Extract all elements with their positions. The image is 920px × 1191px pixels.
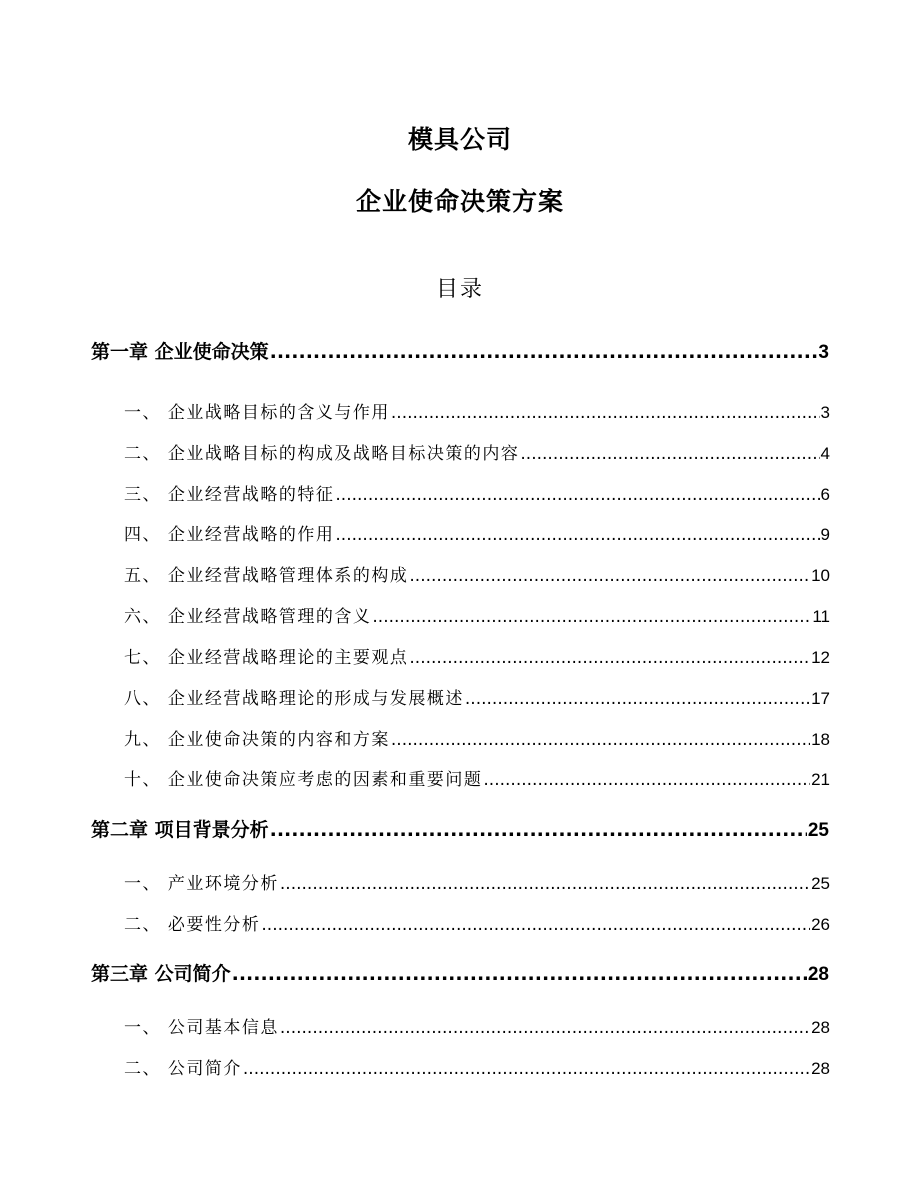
toc-page-number: 21 [811, 770, 830, 789]
toc-section-1-1[interactable] [124, 398, 830, 423]
toc-section-1-3[interactable] [124, 480, 830, 505]
toc-chapter-1[interactable] [91, 337, 829, 364]
toc-dot-leader [243, 1059, 810, 1079]
toc-entry-label: 八、 企业经营战略理论的形成与发展概述 [124, 689, 464, 709]
toc-entry-label: 二、 必要性分析 [124, 915, 261, 935]
toc-section-1-5[interactable] [124, 561, 830, 586]
toc-section-1-6[interactable] [124, 602, 830, 627]
toc-entry-label: 五、 企业经营战略管理体系的构成 [124, 566, 409, 586]
toc-entry-label: 一、 企业战略目标的含义与作用 [124, 403, 390, 423]
toc-section-1-4[interactable] [124, 520, 830, 545]
toc-dot-leader [335, 525, 819, 545]
toc-chapter-3[interactable] [91, 959, 829, 986]
toc-dot-leader [232, 963, 807, 985]
toc-dot-leader [520, 444, 819, 464]
toc-entry-label: 第二章 项目背景分析 [91, 819, 269, 841]
toc-entry-label: 一、 公司基本信息 [124, 1018, 279, 1038]
toc-page-number: 25 [807, 820, 829, 841]
toc-page-number: 28 [807, 964, 829, 985]
toc-dot-leader [391, 730, 810, 750]
toc-entry-label: 六、 企业经营战略管理的含义 [124, 607, 372, 627]
toc-page-number: 4 [820, 444, 830, 463]
toc-section-1-7[interactable] [124, 643, 830, 668]
toc-page-number: 25 [811, 874, 830, 893]
toc-page-number: 28 [811, 1059, 830, 1078]
toc-entry-label: 四、 企业经营战略的作用 [124, 525, 335, 545]
toc-section-1-8[interactable] [124, 684, 830, 709]
toc-entry-label: 二、 企业战略目标的构成及战略目标决策的内容 [124, 444, 520, 464]
toc-section-2-1[interactable] [124, 869, 830, 894]
toc-dot-leader [409, 648, 810, 668]
toc-page-number: 3 [820, 403, 830, 422]
toc-page-number: 11 [812, 607, 830, 626]
toc-chapter-2[interactable] [91, 815, 829, 842]
toc-dot-leader [483, 770, 810, 790]
document-title: 企业使命决策方案 [355, 187, 564, 216]
toc-page-number: 6 [820, 485, 830, 504]
toc-page-number: 18 [811, 730, 830, 749]
toc-entry-label: 十、 企业使命决策应考虑的因素和重要问题 [124, 770, 483, 790]
toc-page-number: 26 [811, 915, 830, 934]
toc-dot-leader [270, 819, 807, 841]
toc-page-number: 28 [811, 1018, 830, 1037]
toc-section-1-9[interactable] [124, 725, 830, 750]
toc-dot-leader [465, 689, 810, 709]
toc-page-number: 12 [811, 648, 830, 667]
toc-section-3-1[interactable] [124, 1013, 830, 1038]
toc-dot-leader [261, 915, 810, 935]
toc-page-number: 3 [818, 342, 829, 363]
toc-dot-leader [270, 341, 818, 363]
toc-entry-label: 二、 公司简介 [124, 1059, 242, 1079]
toc-section-1-2[interactable] [124, 439, 830, 464]
toc-heading: 目录 [435, 277, 484, 302]
toc-dot-leader [391, 403, 820, 423]
toc-page-number: 10 [811, 566, 830, 585]
toc-section-3-2[interactable] [124, 1054, 830, 1079]
toc-dot-leader [372, 607, 811, 627]
toc-entry-label: 三、 企业经营战略的特征 [124, 485, 335, 505]
toc-dot-leader [409, 566, 810, 586]
toc-section-2-2[interactable] [124, 910, 830, 935]
toc-entry-label: 九、 企业使命决策的内容和方案 [124, 730, 390, 750]
toc-page-number: 17 [811, 689, 830, 708]
toc-section-1-10[interactable] [124, 765, 830, 790]
toc-entry-label: 一、 产业环境分析 [124, 874, 279, 894]
toc-entry-label: 七、 企业经营战略理论的主要观点 [124, 648, 409, 668]
company-name: 模具公司 [407, 125, 512, 154]
toc-dot-leader [280, 1018, 810, 1038]
toc-dot-leader [280, 874, 810, 894]
toc-entry-label: 第一章 企业使命决策 [91, 341, 269, 363]
toc-page-number: 9 [820, 525, 830, 544]
toc-entry-label: 第三章 公司简介 [91, 963, 231, 985]
toc-dot-leader [335, 485, 819, 505]
